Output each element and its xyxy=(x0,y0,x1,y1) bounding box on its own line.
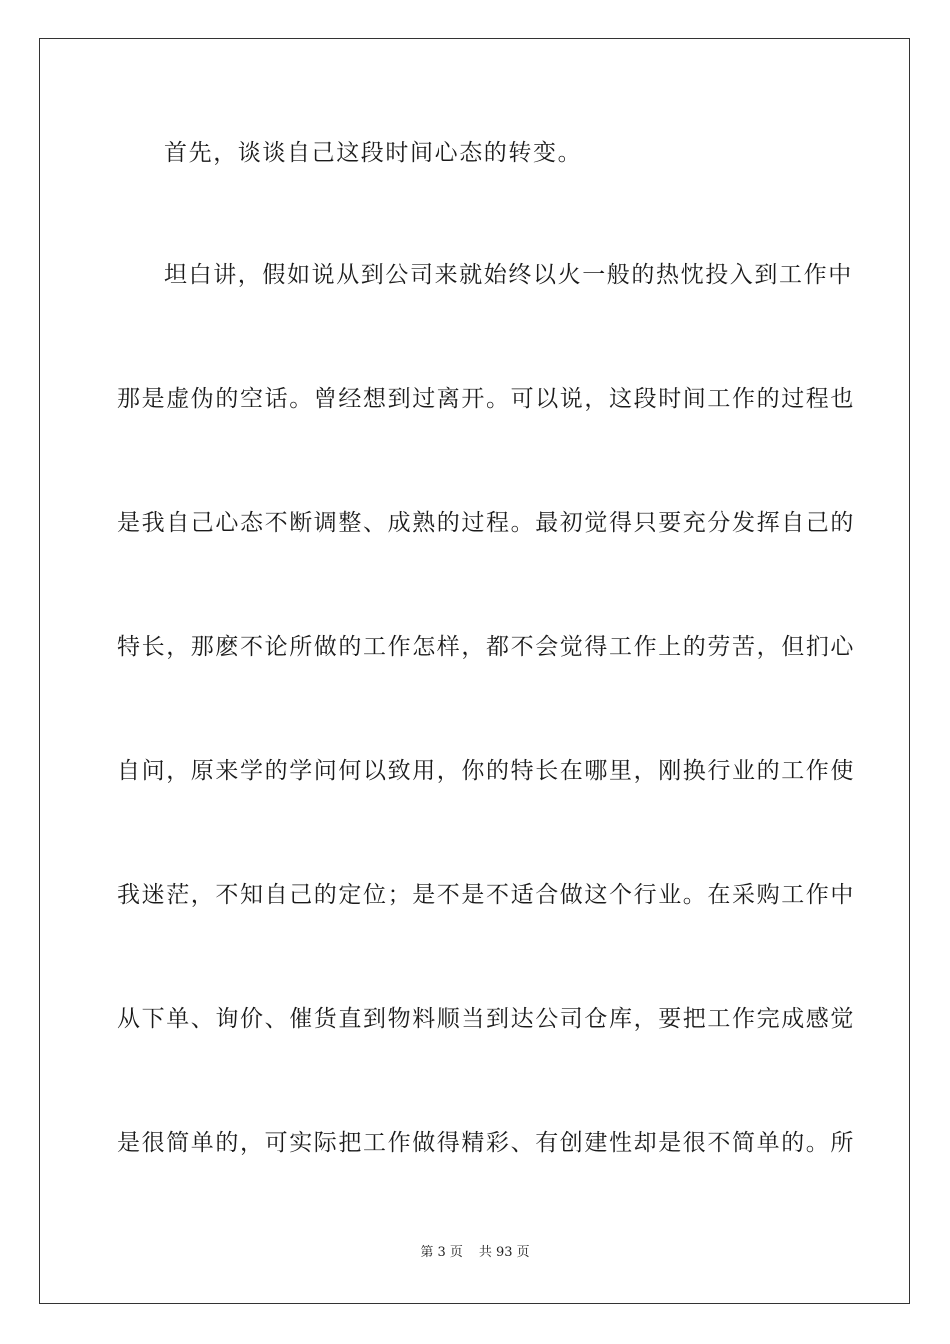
total-pages: 共 93 页 xyxy=(478,1245,530,1260)
paragraph-line-5: 特长，那麽不论所做的工作怎样，都不会觉得工作上的劳苦，但扪心 xyxy=(117,634,855,660)
page-border xyxy=(39,38,910,1304)
paragraph-line-2: 坦白讲，假如说从到公司来就始终以火一般的热忱投入到工作中 xyxy=(164,262,853,288)
paragraph-line-9: 是很简单的，可实际把工作做得精彩、有创建性却是很不简单的。所 xyxy=(117,1130,855,1156)
paragraph-line-8: 从下单、询价、催货直到物料顺当到达公司仓库，要把工作完成感觉 xyxy=(117,1006,855,1032)
page-footer xyxy=(0,1244,950,1262)
paragraph-line-4: 是我自己心态不断调整、成熟的过程。最初觉得只要充分发挥自己的 xyxy=(117,510,855,536)
paragraph-line-1: 首先，谈谈自己这段时间心态的转变。 xyxy=(164,140,583,166)
paragraph-line-3: 那是虚伪的空话。曾经想到过离开。可以说，这段时间工作的过程也 xyxy=(117,386,855,412)
page-number: 第 3 页 xyxy=(420,1245,463,1260)
paragraph-line-7: 我迷茫，不知自己的定位；是不是不适合做这个行业。在采购工作中 xyxy=(117,882,855,908)
paragraph-line-6: 自问，原来学的学问何以致用，你的特长在哪里，刚换行业的工作使 xyxy=(117,758,855,784)
